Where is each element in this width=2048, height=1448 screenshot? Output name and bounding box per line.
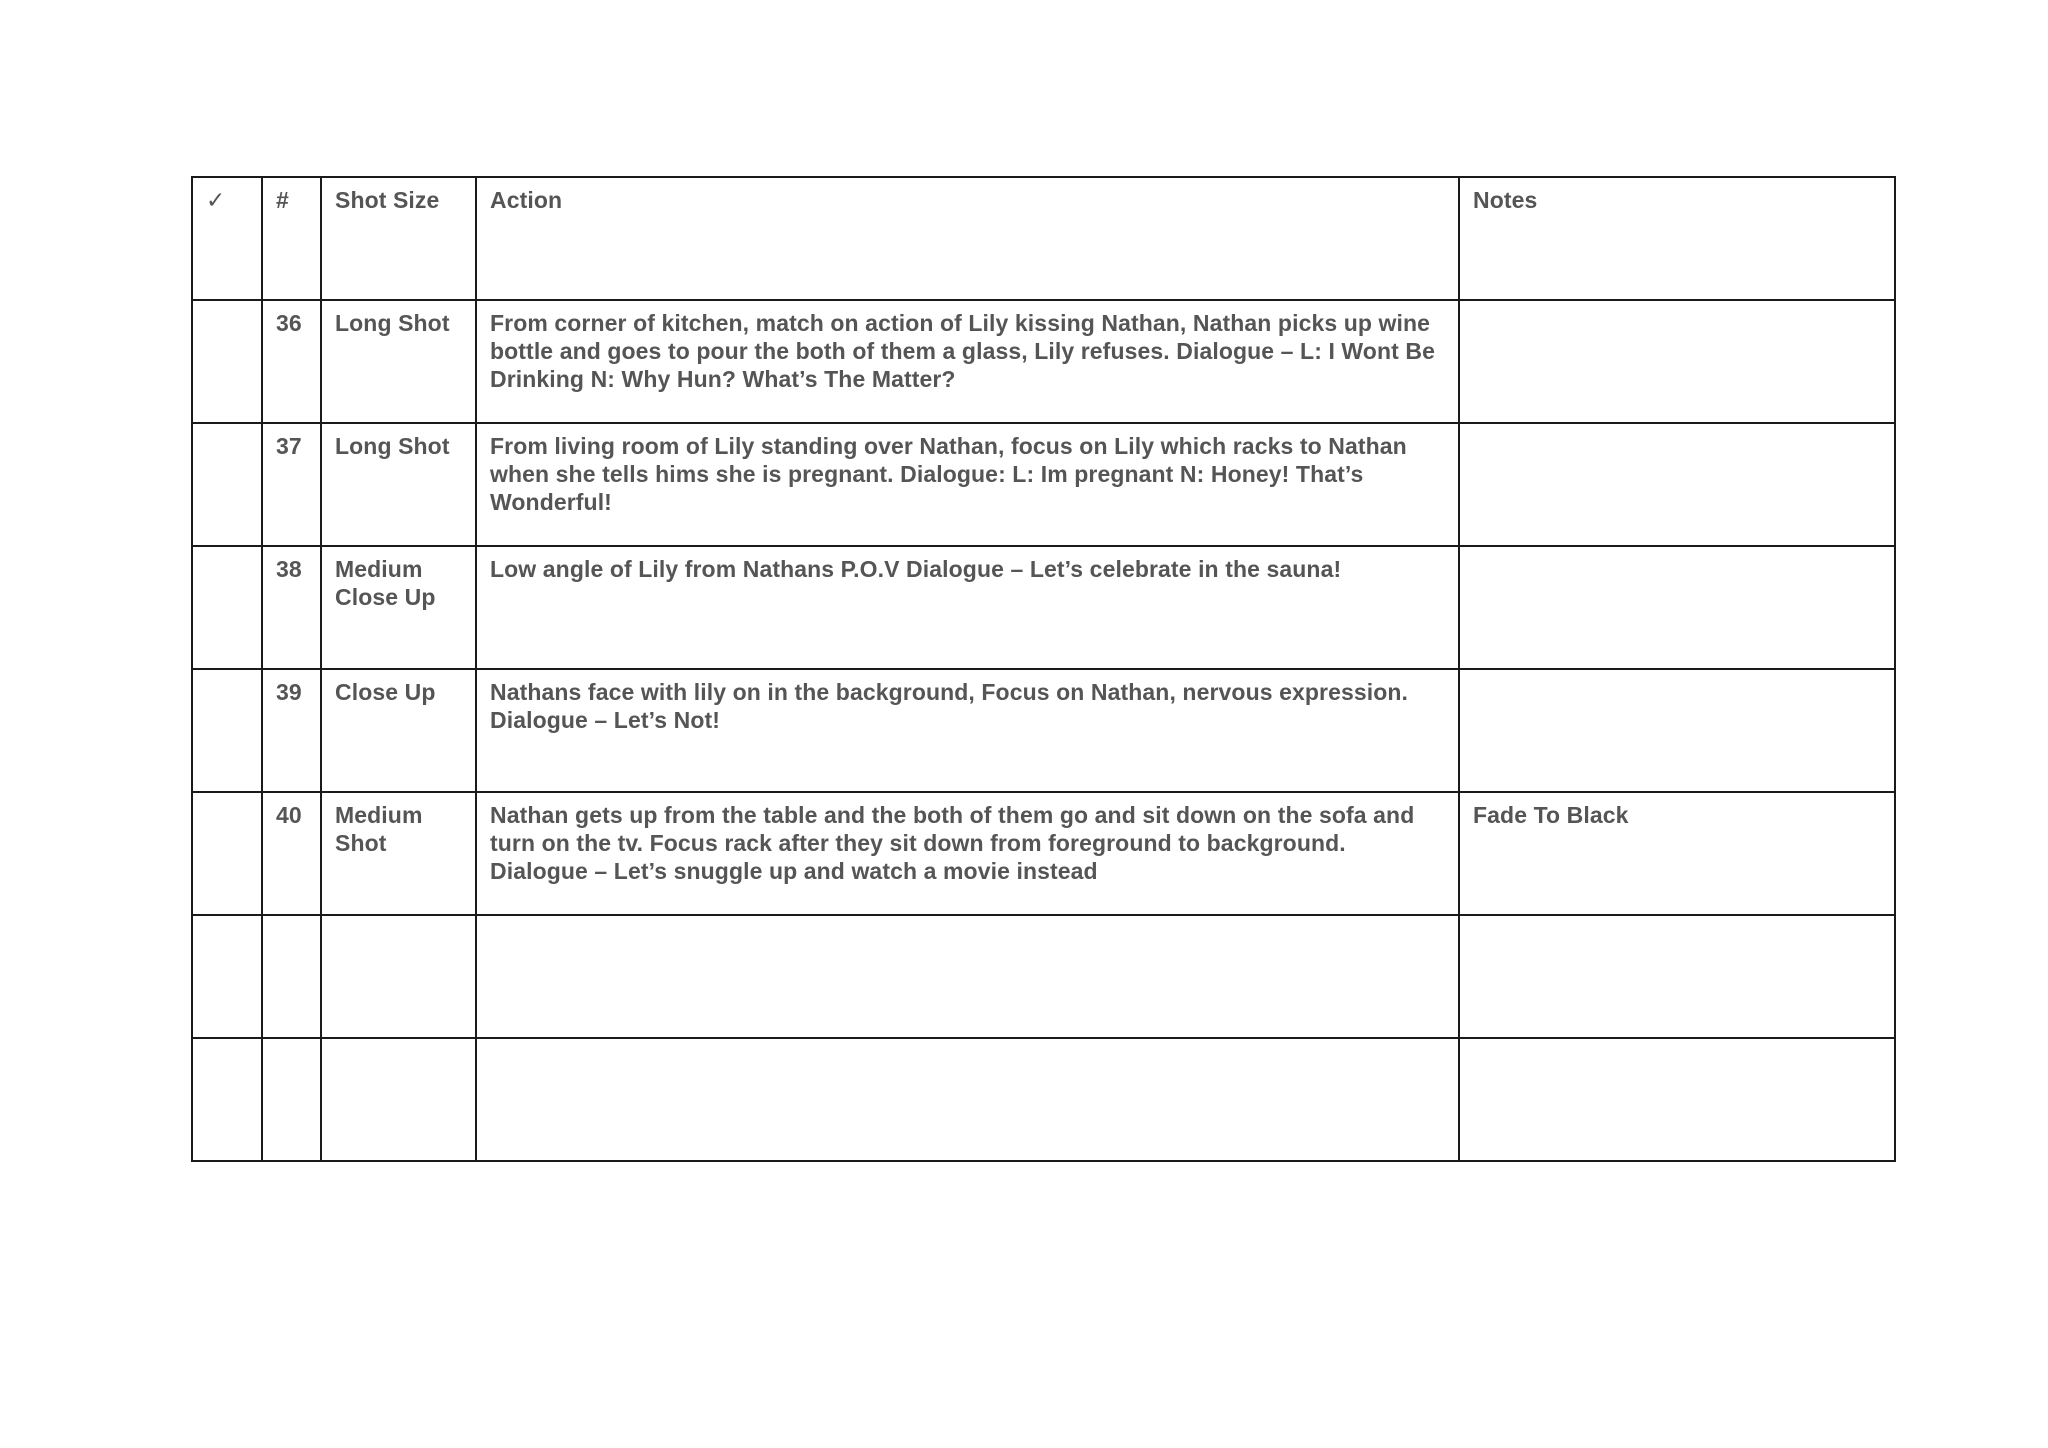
cell-number: 37 (262, 423, 321, 546)
cell-number: 38 (262, 546, 321, 669)
cell-check (192, 300, 262, 423)
cell-action (476, 1038, 1459, 1161)
table-row (192, 915, 1895, 1038)
cell-number: 40 (262, 792, 321, 915)
table-header-row (192, 177, 1895, 300)
header-notes: Notes (1459, 177, 1895, 300)
cell-check (192, 1038, 262, 1161)
cell-check (192, 546, 262, 669)
cell-notes (1459, 669, 1895, 792)
shot-list-table (191, 176, 1896, 1162)
cell-notes (1459, 915, 1895, 1038)
cell-notes (1459, 1038, 1895, 1161)
table-row (192, 792, 1895, 915)
cell-check (192, 669, 262, 792)
cell-shot-size: Medium Shot (321, 792, 476, 915)
cell-action: From corner of kitchen, match on action of Lily kissing Nathan, Nathan picks up wine bottle and goes to pour the both of them a glass, Lily refuses. Dialogue – L: I Wont Be Drinking N: Why Hun? What’s The Matter? (476, 300, 1459, 423)
cell-shot-size (321, 915, 476, 1038)
cell-number: 39 (262, 669, 321, 792)
cell-check (192, 423, 262, 546)
header-number: # (262, 177, 321, 300)
checkmark-icon: ✓ (206, 188, 226, 214)
cell-number (262, 915, 321, 1038)
table-row (192, 423, 1895, 546)
cell-action: Low angle of Lily from Nathans P.O.V Dialogue – Let’s celebrate in the sauna! (476, 546, 1459, 669)
cell-action: Nathans face with lily on in the background, Focus on Nathan, nervous expression. Dialogue – Let’s Not! (476, 669, 1459, 792)
cell-notes (1459, 300, 1895, 423)
cell-shot-size: Long Shot (321, 423, 476, 546)
cell-action: Nathan gets up from the table and the both of them go and sit down on the sofa and turn on the tv. Focus rack after they sit down from foreground to background. Dialogue – Let’s snuggle up and watch a movie instead (476, 792, 1459, 915)
header-action: Action (476, 177, 1459, 300)
cell-notes (1459, 546, 1895, 669)
cell-action (476, 915, 1459, 1038)
table-row (192, 1038, 1895, 1161)
cell-check (192, 915, 262, 1038)
table-row (192, 669, 1895, 792)
cell-number: 36 (262, 300, 321, 423)
cell-shot-size: Close Up (321, 669, 476, 792)
cell-shot-size: Long Shot (321, 300, 476, 423)
header-check (192, 177, 262, 300)
header-shot-size: Shot Size (321, 177, 476, 300)
cell-shot-size: Medium Close Up (321, 546, 476, 669)
cell-check (192, 792, 262, 915)
cell-notes (1459, 423, 1895, 546)
table-row (192, 300, 1895, 423)
cell-notes: Fade To Black (1459, 792, 1895, 915)
cell-number (262, 1038, 321, 1161)
cell-shot-size (321, 1038, 476, 1161)
cell-action: From living room of Lily standing over Nathan, focus on Lily which racks to Nathan when she tells hims she is pregnant. Dialogue: L: Im pregnant N: Honey! That’s Wonderful! (476, 423, 1459, 546)
table-row (192, 546, 1895, 669)
